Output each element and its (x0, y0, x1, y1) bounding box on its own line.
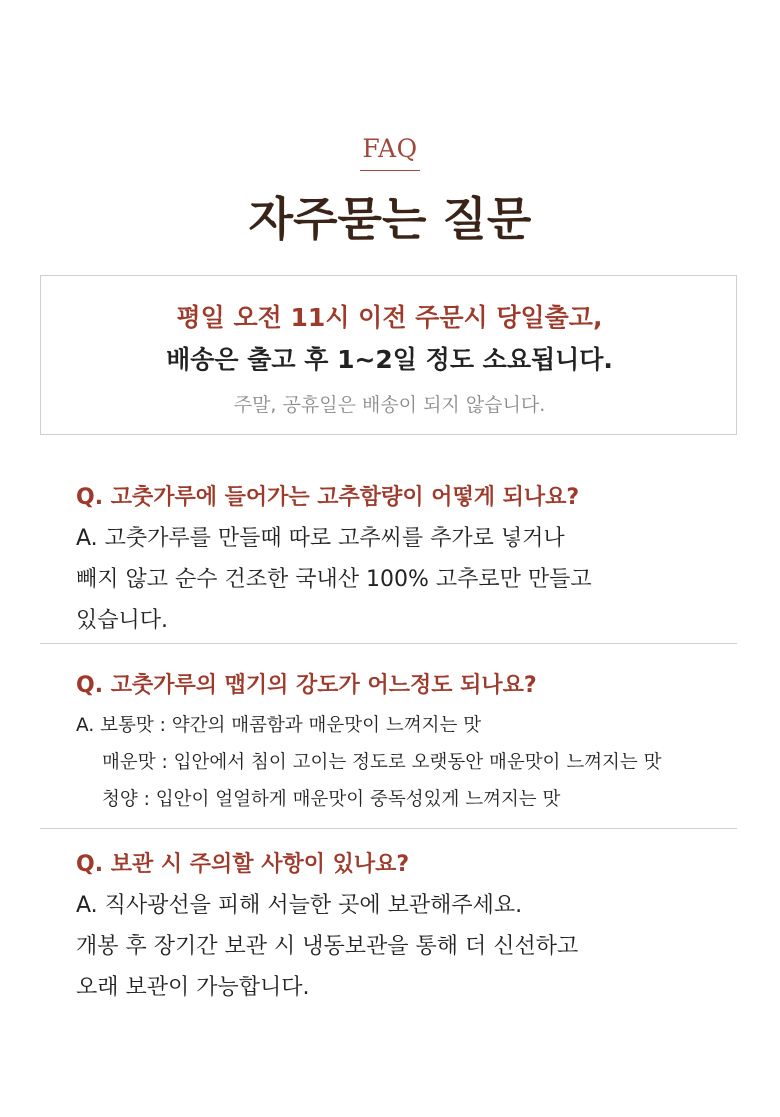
spice-level-mild: A. 보통맛 : 약간의 매콤함과 매운맛이 느껴지는 맛 (76, 715, 482, 736)
faq-answer-1-line: A. 고춧가루를 만들때 따로 고추씨를 추가로 넣거나 (76, 526, 565, 551)
faq-label: FAQ (362, 134, 418, 163)
faq-answer-2 (76, 707, 736, 818)
faq-question-3: Q. 보관 시 주의할 사항이 있나요? (76, 852, 410, 877)
page-title: 자주묻는 질문 (248, 192, 532, 246)
spice-level-hot: 매운맛 : 입안에서 침이 고이는 정도로 오랫동안 매운맛이 느껴지는 맛 (102, 752, 662, 773)
faq-answer-1-line: 있습니다. (76, 608, 169, 633)
faq-question-1: Q. 고춧가루에 들어가는 고추함량이 어떻게 되나요? (76, 485, 580, 510)
faq-item-2 (76, 665, 736, 818)
notice-line-weekend: 주말, 공휴일은 배송이 되지 않습니다. (233, 394, 546, 416)
faq-answer-3-line: 개봉 후 장기간 보관 시 냉동보관을 통해 더 신선하고 (76, 934, 579, 959)
faq-item-3 (76, 845, 736, 1008)
faq-item-1 (76, 478, 736, 641)
spice-level-cheongyang: 청양 : 입안이 얼얼하게 매운맛이 중독성있게 느껴지는 맛 (102, 789, 561, 810)
faq-answer-3 (76, 885, 736, 1008)
faq-answer-3-line: A. 직사광선을 피해 서늘한 곳에 보관해주세요. (76, 893, 523, 918)
notice-line-delivery-time: 배송은 출고 후 1~2일 정도 소요됩니다. (166, 345, 613, 374)
faq-answer-1-line: 빼지 않고 순수 건조한 국내산 100% 고추로만 만들고 (76, 567, 592, 592)
notice-line-order-cutoff: 평일 오전 11시 이전 주문시 당일출고, (176, 303, 603, 332)
faq-answer-1 (76, 518, 736, 641)
faq-divider (40, 828, 737, 829)
shipping-notice-box (40, 275, 737, 435)
faq-answer-3-line: 오래 보관이 가능합니다. (76, 975, 310, 1000)
faq-underline (360, 170, 420, 171)
faq-question-2: Q. 고춧가루의 맵기의 강도가 어느정도 되나요? (76, 673, 537, 698)
faq-divider (40, 643, 737, 644)
